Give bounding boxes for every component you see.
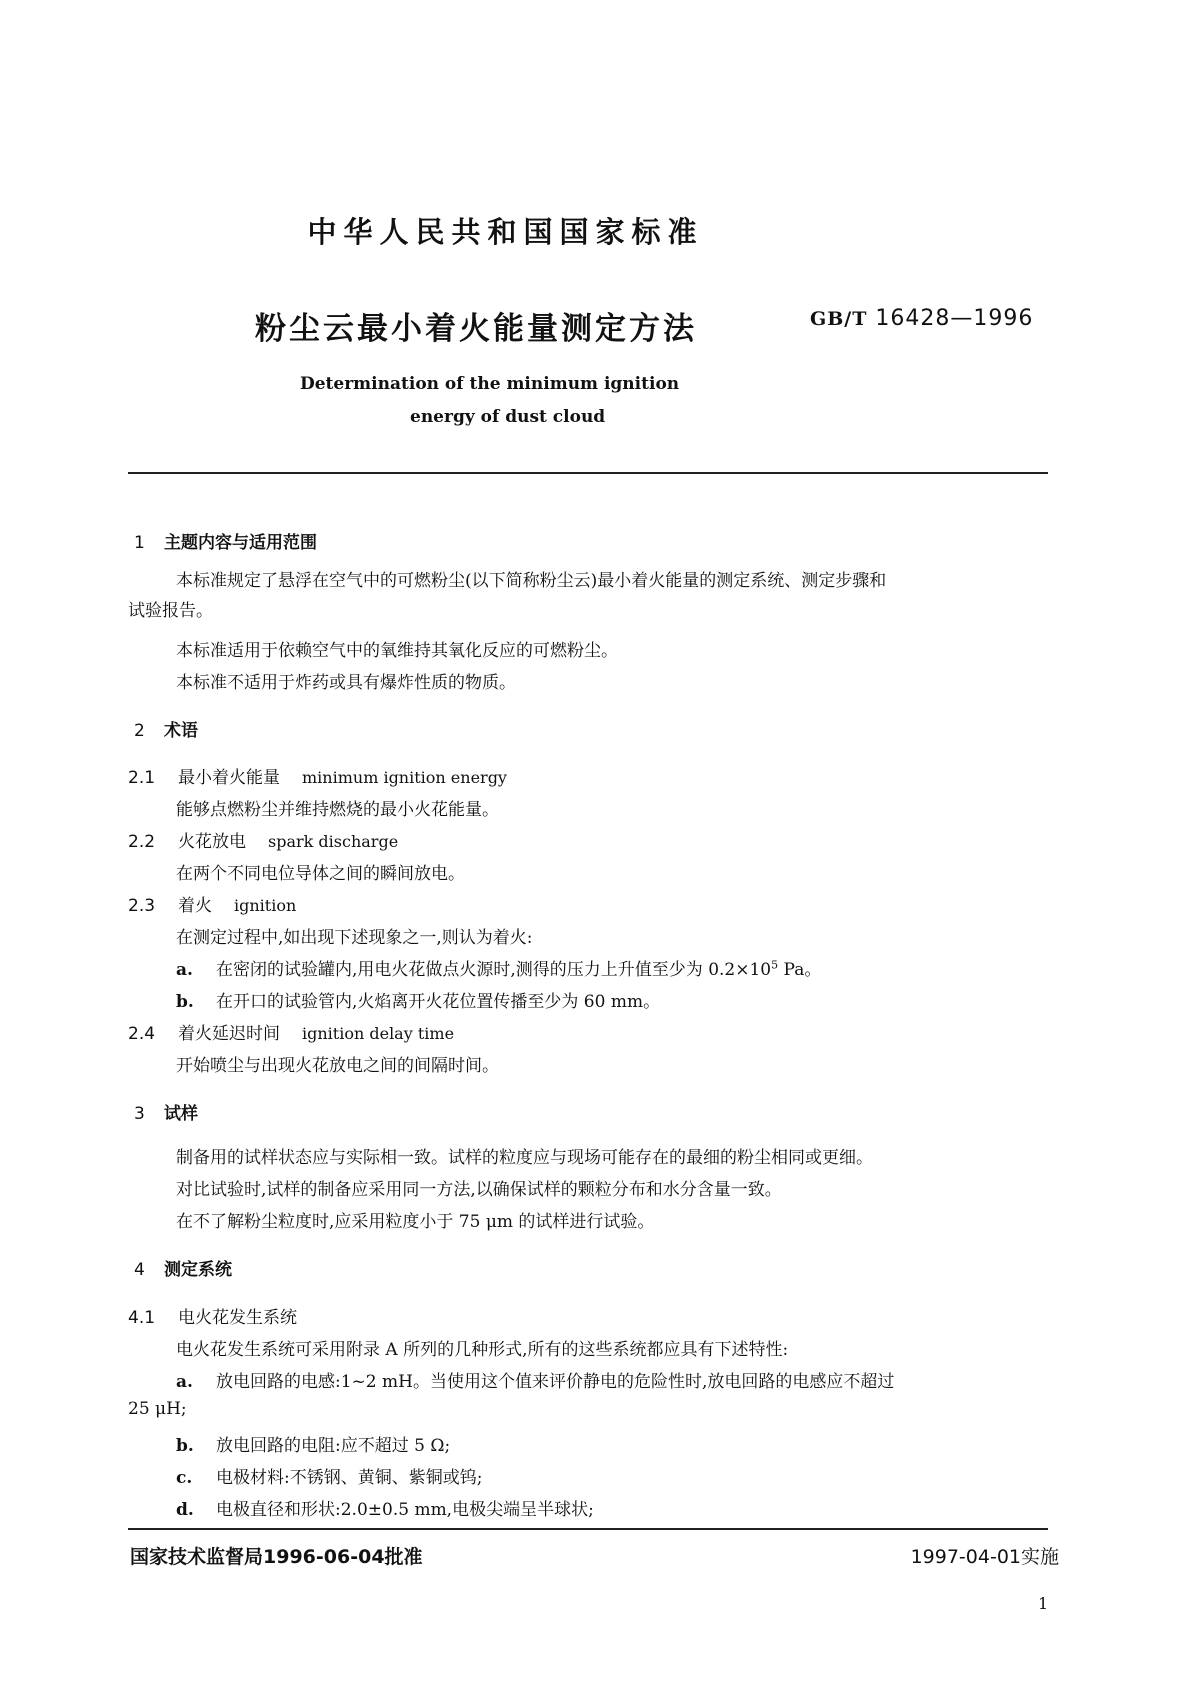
- term-number: 2.3: [128, 896, 156, 916]
- item-label: c.: [176, 1468, 193, 1488]
- english-title: [300, 368, 679, 434]
- subsection-title: 电火花发生系统: [178, 1308, 297, 1328]
- term-english: ignition: [234, 896, 297, 915]
- approval-date: 国家技术监督局1996-06-04批准: [130, 1546, 423, 1568]
- page-number: 1: [1038, 1594, 1049, 1613]
- term-2-3: [128, 891, 296, 916]
- effective-date: [911, 1542, 1059, 1569]
- code-number: 16428—1996: [875, 306, 1034, 331]
- document-title: 粉尘云最小着火能量测定方法: [255, 311, 697, 347]
- section-title: 测定系统: [164, 1260, 232, 1280]
- section-2-heading: [134, 716, 198, 741]
- section-number: 2: [134, 721, 145, 741]
- term-number: 2.1: [128, 768, 156, 788]
- s4-item-b: [176, 1431, 450, 1456]
- s1-p1-line2: 试验报告。: [128, 601, 213, 621]
- term-number: 2.4: [128, 1024, 156, 1044]
- term-english: minimum ignition energy: [302, 768, 507, 787]
- section-title: 主题内容与适用范围: [164, 533, 317, 553]
- term-2-2-definition: 在两个不同电位导体之间的瞬间放电。: [176, 864, 465, 884]
- s4-intro: 电火花发生系统可采用附录 A 所列的几种形式,所有的这些系统都应具有下述特性:: [176, 1340, 789, 1360]
- term-2-1-definition: 能够点燃粉尘并维持燃烧的最小火花能量。: [176, 800, 499, 820]
- section-3-heading: [134, 1099, 198, 1124]
- s4-item-a-continuation: 25 μH;: [128, 1399, 187, 1419]
- item-label: b.: [176, 992, 194, 1012]
- term-2-4-definition: 开始喷尘与出现火花放电之间的间隔时间。: [176, 1056, 499, 1076]
- term-name: 着火: [178, 896, 212, 916]
- item-text: 电极材料:不锈钢、黄铜、紫铜或钨;: [216, 1468, 483, 1488]
- item-label: a.: [176, 1372, 193, 1392]
- english-title-line2: energy of dust cloud: [410, 407, 606, 427]
- term-2-1: [128, 763, 507, 788]
- term-english: ignition delay time: [302, 1024, 455, 1043]
- item-text: 在密闭的试验罐内,用电火花做点火源时,测得的压力上升值至少为 0.2×10: [216, 960, 772, 980]
- item-label: a.: [176, 960, 193, 980]
- s1-paragraph-1: [128, 566, 1058, 626]
- section-title: 试样: [164, 1104, 198, 1124]
- section-number: 3: [134, 1104, 145, 1124]
- term-number: 2.2: [128, 832, 156, 852]
- item-label: d.: [176, 1500, 194, 1520]
- subsection-number: 4.1: [128, 1308, 156, 1328]
- standard-title: 中华人民共和国国家标准: [307, 215, 704, 249]
- section-title: 术语: [164, 721, 198, 741]
- s4-item-d: [176, 1495, 594, 1520]
- section-1-heading: [134, 528, 317, 553]
- term-name: 火花放电: [178, 832, 246, 852]
- term-english: spark discharge: [268, 832, 399, 851]
- effective-date-text: 1997-04-01实施: [910, 1546, 1059, 1568]
- term-2-3-definition: 在测定过程中,如出现下述现象之一,则认为着火:: [176, 928, 533, 948]
- item-label: b.: [176, 1436, 194, 1456]
- term-2-3-item-b: [176, 987, 660, 1012]
- subsection-4-1: [128, 1303, 297, 1328]
- s4-item-a: [176, 1367, 894, 1392]
- section-number: 1: [134, 533, 145, 553]
- s1-paragraph-3: 本标准不适用于炸药或具有爆炸性质的物质。: [176, 673, 516, 693]
- english-title-line1: Determination of the minimum ignition: [300, 374, 680, 394]
- term-name: 着火延迟时间: [178, 1024, 280, 1044]
- s4-item-c: [176, 1463, 482, 1488]
- item-text: 在开口的试验管内,火焰离开火花位置传播至少为 60 mm。: [216, 992, 661, 1012]
- standard-code: [810, 306, 1033, 331]
- term-2-2: [128, 827, 398, 852]
- s3-paragraph-1: 制备用的试样状态应与实际相一致。试样的粒度应与现场可能存在的最细的粉尘相同或更细。: [176, 1148, 873, 1168]
- code-prefix: GB/T: [810, 308, 868, 330]
- item-text: 电极直径和形状:2.0±0.5 mm,电极尖端呈半球状;: [216, 1500, 594, 1520]
- item-text: 放电回路的电阻:应不超过 5 Ω;: [216, 1436, 451, 1456]
- s1-paragraph-2: 本标准适用于依赖空气中的氧维持其氧化反应的可燃粉尘。: [176, 641, 618, 661]
- section-4-heading: [134, 1255, 232, 1280]
- footer-rule: [128, 1528, 1048, 1530]
- s3-paragraph-2: 对比试验时,试样的制备应采用同一方法,以确保试样的颗粒分布和水分含量一致。: [176, 1180, 782, 1200]
- item-exponent: 5: [771, 958, 779, 972]
- term-name: 最小着火能量: [178, 768, 280, 788]
- s3-paragraph-3: 在不了解粉尘粒度时,应采用粒度小于 75 μm 的试样进行试验。: [176, 1212, 655, 1232]
- term-2-4: [128, 1019, 454, 1044]
- header-rule: [128, 472, 1048, 474]
- term-2-3-item-a: [176, 955, 821, 980]
- section-number: 4: [134, 1260, 145, 1280]
- item-unit: Pa。: [778, 960, 822, 980]
- s1-p1-line1: 本标准规定了悬浮在空气中的可燃粉尘(以下简称粉尘云)最小着火能量的测定系统、测定步骤和: [176, 571, 887, 591]
- item-text: 放电回路的电感:1~2 mH。当使用这个值来评价静电的危险性时,放电回路的电感应不超过: [216, 1372, 895, 1392]
